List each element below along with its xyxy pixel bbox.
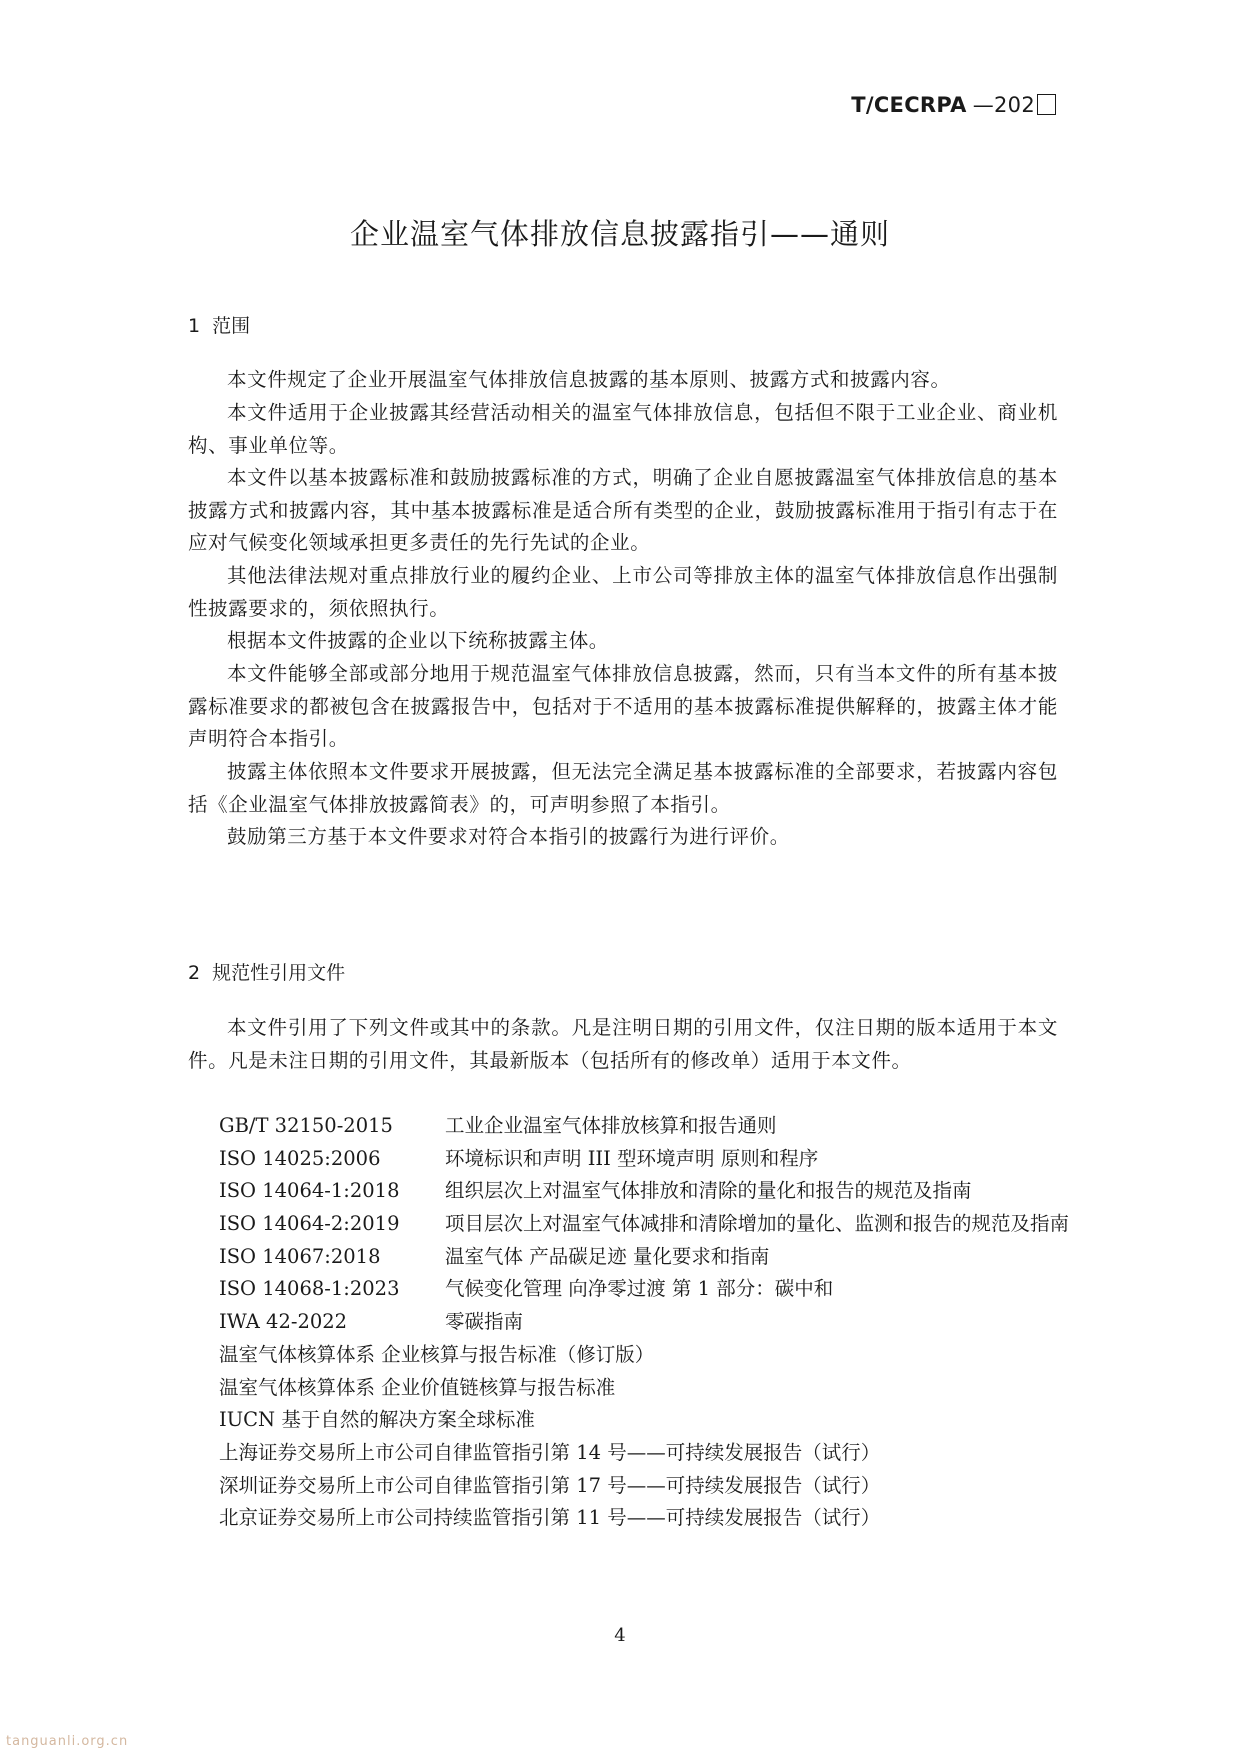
reference-item: [219, 1110, 1179, 1143]
reference-code: ISO 14064-2:2019: [219, 1212, 400, 1236]
reference-code: ISO 14067:2018: [219, 1244, 381, 1268]
reference-title: 温室气体 产品碳足迹 量化要求和指南: [445, 1244, 770, 1268]
reference-item: [219, 1404, 1179, 1437]
section-2-number: 2: [188, 962, 201, 984]
reference-title: 环境标识和声明 III 型环境声明 原则和程序: [445, 1146, 819, 1170]
reference-code: ISO 14064-1:2018: [219, 1179, 400, 1203]
reference-item: [219, 1208, 1179, 1241]
standard-code-label: T/CECRPA: [851, 93, 967, 117]
reference-item: [219, 1306, 1179, 1339]
section-1-paragraph-2: 本文件适用于企业披露其经营活动相关的温室气体排放信息，包括但不限于工业企业、商业机构、事业单位等。: [188, 401, 1058, 457]
reference-list: [219, 1110, 1179, 1535]
reference-item: [219, 1470, 1179, 1503]
section-1-paragraph-6: 本文件能够全部或部分地用于规范温室气体排放信息披露，然而，只有当本文件的所有基本披露标准要求的都被包含在披露报告中，包括对于不适用的基本披露标准提供解释的，披露主体才能声明符合本指引。: [188, 662, 1058, 751]
year-placeholder-box-icon: [1037, 94, 1056, 115]
section-1-paragraph-1: 本文件规定了企业开展温室气体排放信息披露的基本原则、披露方式和披露内容。: [227, 368, 951, 391]
reference-title: 气候变化管理 向净零过渡 第 1 部分：碳中和: [445, 1277, 834, 1301]
reference-title: 深圳证券交易所上市公司自律监管指引第 17 号——可持续发展报告（试行）: [219, 1473, 881, 1497]
reference-title: 温室气体核算体系 企业价值链核算与报告标准: [219, 1375, 616, 1399]
reference-item: [219, 1502, 1179, 1535]
section-1-paragraph-7: 披露主体依照本文件要求开展披露，但无法完全满足基本披露标准的全部要求，若披露内容包括《企业温室气体排放披露简表》的，可声明参照了本指引。: [188, 760, 1058, 816]
standard-code-separator: —: [972, 93, 995, 117]
section-1-paragraph-8: 鼓励第三方基于本文件要求对符合本指引的披露行为进行评价。: [227, 825, 790, 848]
reference-item: [219, 1339, 1179, 1372]
section-2-heading: [188, 960, 345, 986]
reference-code: GB/T 32150-2015: [219, 1114, 393, 1137]
reference-code: IWA 42-2022: [219, 1310, 348, 1334]
reference-title: 北京证券交易所上市公司持续监管指引第 11 号——可持续发展报告（试行）: [219, 1506, 881, 1530]
reference-title: 上海证券交易所上市公司自律监管指引第 14 号——可持续发展报告（试行）: [219, 1440, 881, 1464]
reference-item: [219, 1273, 1179, 1306]
reference-item: [219, 1372, 1179, 1405]
reference-code: ISO 14068-1:2023: [219, 1277, 400, 1301]
reference-item: [219, 1241, 1179, 1274]
standard-code: [851, 92, 1056, 118]
reference-item: [219, 1143, 1179, 1176]
reference-title: 温室气体核算体系 企业核算与报告标准（修订版）: [219, 1342, 655, 1366]
reference-title: 组织层次上对温室气体排放和清除的量化和报告的规范及指南: [445, 1179, 972, 1203]
reference-code: ISO 14025:2006: [219, 1146, 381, 1170]
section-2-title: 规范性引用文件: [212, 962, 346, 984]
watermark: tanguanli.org.cn: [6, 1734, 129, 1749]
reference-title: 工业企业温室气体排放核算和报告通则: [445, 1114, 777, 1137]
section-1-heading: [188, 313, 250, 339]
page-number: 4: [614, 1625, 626, 1646]
reference-title: IUCN 基于自然的解决方案全球标准: [219, 1408, 535, 1432]
standard-code-year: 202: [994, 93, 1035, 117]
reference-item: [219, 1175, 1179, 1208]
document-title: 企业温室气体排放信息披露指引——通则: [349, 217, 890, 251]
section-1-number: 1: [188, 315, 201, 337]
section-1-paragraph-5: 根据本文件披露的企业以下统称披露主体。: [227, 629, 609, 652]
section-2-intro: 本文件引用了下列文件或其中的条款。凡是注明日期的引用文件，仅注日期的版本适用于本文件。凡是未注日期的引用文件，其最新版本（包括所有的修改单）适用于本文件。: [188, 1016, 1058, 1072]
section-1-title: 范围: [212, 315, 251, 337]
reference-title: 项目层次上对温室气体减排和清除增加的量化、监测和报告的规范及指南: [445, 1212, 1070, 1236]
reference-item: [219, 1437, 1179, 1470]
section-1-paragraph-3: 本文件以基本披露标准和鼓励披露标准的方式，明确了企业自愿披露温室气体排放信息的基本披露方式和披露内容，其中基本披露标准是适合所有类型的企业，鼓励披露标准用于指引有志于在应对气候变化领域承担更多责任的先行先试的企业。: [188, 466, 1058, 555]
reference-title: 零碳指南: [445, 1310, 524, 1334]
section-1-paragraph-4: 其他法律法规对重点排放行业的履约企业、上市公司等排放主体的温室气体排放信息作出强制性披露要求的，须依照执行。: [188, 564, 1058, 620]
